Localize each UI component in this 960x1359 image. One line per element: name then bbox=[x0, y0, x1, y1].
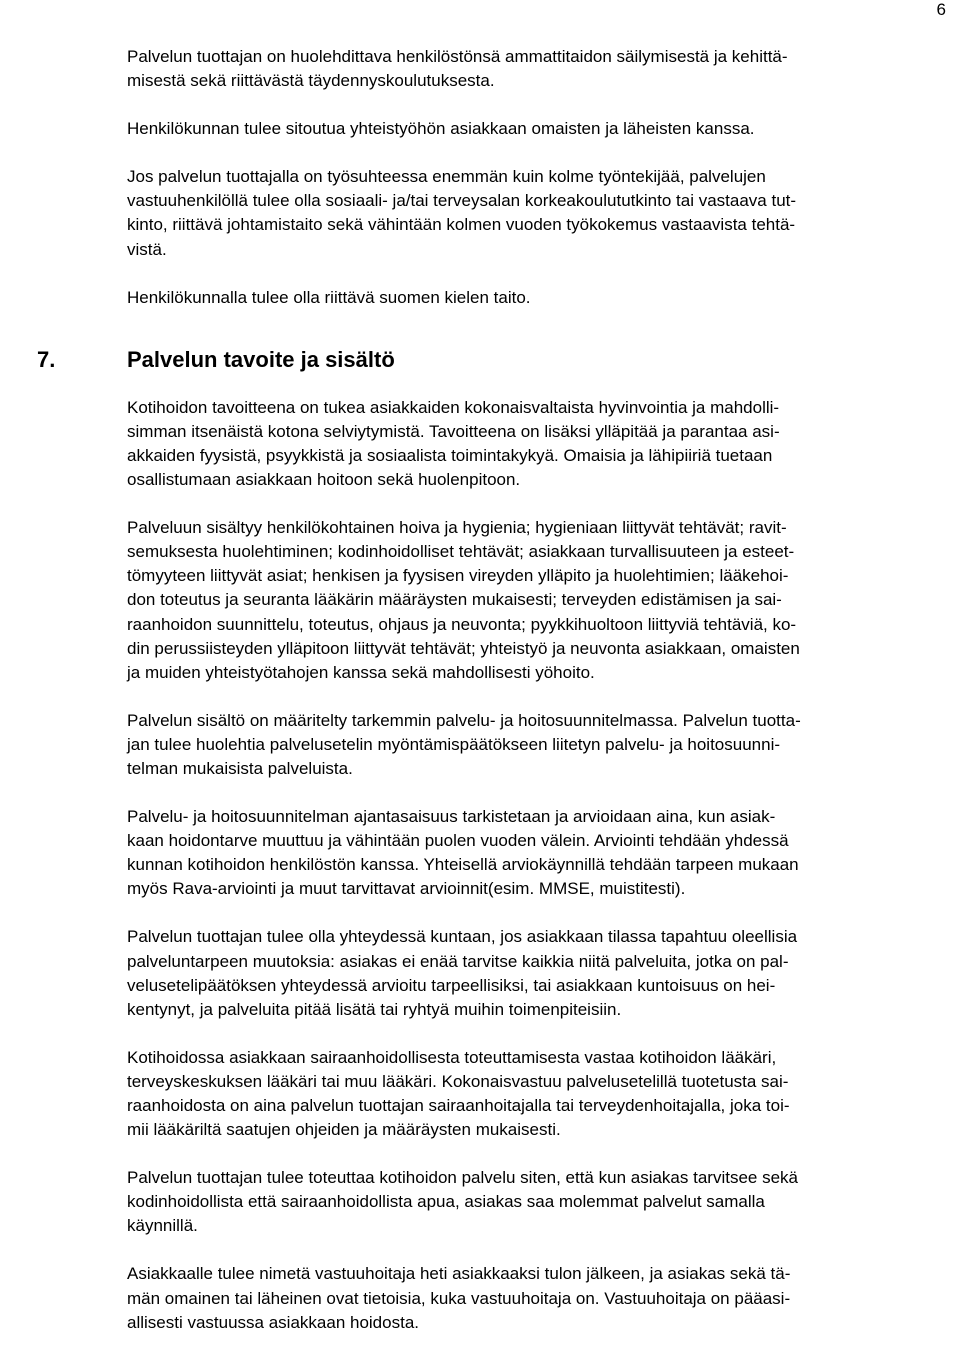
paragraph-responsible-nurse: Asiakkaalle tulee nimetä vastuuhoitaja heti asiakkaaksi tulon jälkeen, ja asiakas sekä tä- män omainen tai läheinen ovat tietoisia, kuka vastuuhoitaja on. Vastuuhoitaja on pääasi- allisesti vastuussa asiakkaan hoidosta. bbox=[127, 1264, 791, 1332]
paragraph-responsible-person: Jos palvelun tuottajalla on työsuhteessa enemmän kuin kolme työntekijää, palvelujen vastuuhenkilöllä tulee olla sosiaali- ja/tai terveysalan korkeakoulututkinto tai vastaava tut- kinto, riittävä johtamistaito sekä vähintään kolmen vuoden työkokemus vastaavista tehtä- vistä. bbox=[127, 167, 797, 259]
page-number: 6 bbox=[936, 0, 946, 19]
document-body bbox=[37, 45, 960, 1359]
section-number: 7. bbox=[37, 346, 56, 372]
paragraph-contact-municipality: Palvelun tuottajan tulee olla yhteydessä kuntaan, jos asiakkaan tilassa tapahtuu oleellisia palveluntarpeen muutoksia: asiakas ei enää tarvitse kaikkia niitä palveluita, jotka on pal- velusetelipäätöksen yhteydessä arvioitu tarpeellisiksi, tai asiakkaan kuntoisuus on hei- kentynyt, ja palveluita pitää lisätä tai ryhtyä muihin toimenpiteisiin. bbox=[127, 927, 798, 1019]
section-heading bbox=[37, 346, 960, 374]
paragraph-combined-visits: Palvelun tuottajan tulee toteuttaa kotihoidon palvelu siten, että kun asiakas tarvitsee sekä kodinhoidollista että sairaanhoidollista apua, asiakas saa molemmat palvelut samalla käynnillä. bbox=[127, 1168, 798, 1236]
section-title: Palvelun tavoite ja sisältö bbox=[127, 346, 395, 372]
paragraph-medical-responsibility: Kotihoidossa asiakkaan sairaanhoidollisesta toteuttamisesta vastaa kotihoidon lääkäri, terveyskeskuksen lääkäri tai muu lääkäri. Kokonaisvastuu palvelusetelillä tuotetusta sai- raanhoidosta on aina palvelun tuottajan sairaanhoitajalla tai terveydenhoitajalla, joka toi- mii lääkäriltä saatujen ohjeiden ja määräysten mukaisesti. bbox=[127, 1047, 790, 1140]
paragraph-plan-review: Palvelu- ja hoitosuunnitelman ajantasaisuus tarkistetaan ja arvioidaan aina, kun asiak- kaan hoidontarve muuttuu ja vähintään puolen vuoden välein. Arviointi tehdään yhdessä kunnan kotihoidon henkilöstön kanssa. Yhteisellä arviokäynnillä tehdään tarpeen mukaan myös Rava-arviointi ja muut tarvittavat arvioinnit(esim. MMSE, muistitesti). bbox=[127, 807, 799, 899]
paragraph-language-skills: Henkilökunnalla tulee olla riittävä suomen kielen taito. bbox=[127, 287, 531, 307]
paragraph-care-plan: Palvelun sisältö on määritelty tarkemmin palvelu- ja hoitosuunnitelmassa. Palvelun tuotta- jan tulee huolehtia palvelusetelin myöntämispäätökseen liitetyn palvelu- ja hoitosuunni- telman mukaisista palveluista. bbox=[127, 710, 801, 778]
paragraph-staff-training: Palvelun tuottajan on huolehdittava henkilöstönsä ammattitaidon säilymisestä ja kehittä- misestä sekä riittävästä täydennyskoulutuksesta. bbox=[127, 47, 788, 91]
paragraph-goal: Kotihoidon tavoitteena on tukea asiakkaiden kokonaisvaltaista hyvinvointia ja mahdolli- simman itsenäistä kotona selviytymistä. Tavoitteena on lisäksi ylläpitää ja parantaa asi- akkaiden fyysistä, psyykkistä ja sosiaalista toimintakykyä. Omaisia ja lähipiiriä tuetaan osallistumaan asiakkaan hoitoon sekä huolenpitoon. bbox=[127, 397, 780, 490]
paragraph-service-content: Palveluun sisältyy henkilökohtainen hoiva ja hygienia; hygieniaan liittyvät tehtävät; ravit- semuksesta huolehtiminen; kodinhoidolliset tehtävät; asiakkaan turvallisuuteen ja esteet- tömyyteen liittyvät asiat; henkisen ja fyysisen vireyden ylläpito ja huolehtimien; lääkehoi- don toteutus ja seuranta lääkärin määräysten mukaisesti; terveyden edistämisen ja sai- raanhoidon suunnittelu, toteutus, ohjaus ja neuvonta; pyykkihuoltoon liittyviä tehtäviä, ko- din perussiisteyden ylläpitoon liittyvät tehtävät; yhteistyö ja neuvonta asiakkaan, omaisten ja muiden yhteistyötahojen kanssa sekä mahdollisesti yöhoito. bbox=[127, 518, 800, 682]
paragraph-cooperation: Henkilökunnan tulee sitoutua yhteistyöhön asiakkaan omaisten ja läheisten kanssa. bbox=[127, 119, 755, 139]
